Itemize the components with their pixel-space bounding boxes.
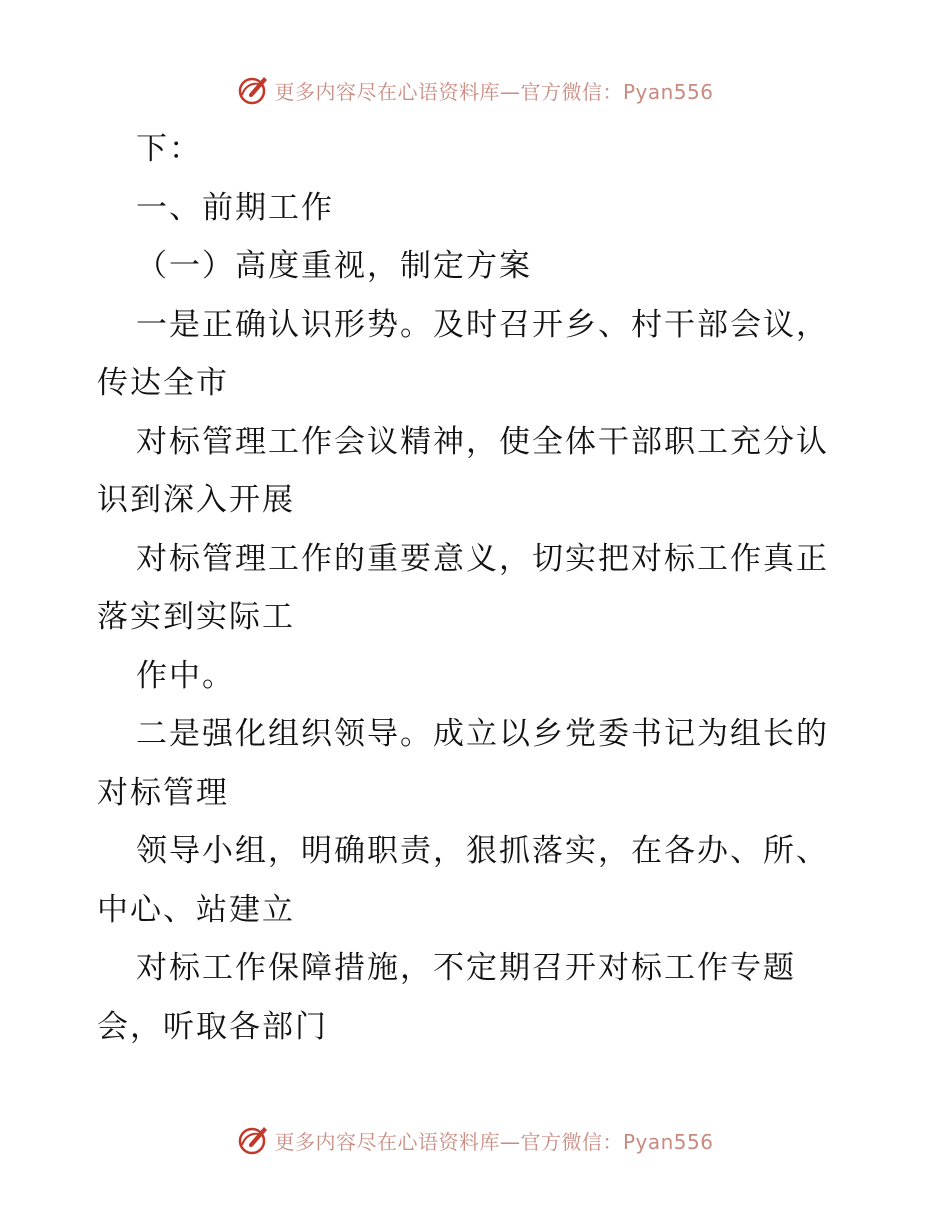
header-watermark bbox=[0, 70, 950, 110]
text-line: 下： bbox=[136, 131, 202, 167]
text-line: （一）高度重视，制定方案 bbox=[136, 248, 532, 284]
text-line: 对标管理 bbox=[97, 774, 229, 811]
text-line: 落实到实际工 bbox=[97, 599, 295, 635]
text-line: 对标管理工作会议精神，使全体干部职工充分认 bbox=[136, 423, 829, 460]
text-line: 二是强化组织领导。成立以乡党委书记为组长的 bbox=[136, 716, 829, 752]
text-line: 传达全市 bbox=[97, 365, 229, 401]
text-line: 中心、站建立 bbox=[97, 891, 295, 928]
document-body bbox=[97, 120, 857, 1056]
text-line: 对标管理工作的重要意义，切实把对标工作真正 bbox=[136, 540, 829, 577]
footer-watermark bbox=[0, 1120, 950, 1160]
text-line: 一、前期工作 bbox=[136, 189, 334, 226]
text-line: 识到深入开展 bbox=[97, 482, 295, 518]
text-line: 领导小组，明确职责，狠抓落实，在各办、所、 bbox=[136, 833, 829, 869]
pen-swirl-logo-icon bbox=[236, 1123, 270, 1157]
text-line: 对标工作保障措施，不定期召开对标工作专题 bbox=[136, 950, 796, 986]
pen-swirl-logo-icon bbox=[236, 73, 270, 107]
watermark-text: 更多内容尽在心语资料库—官方微信：Pyan556 bbox=[274, 79, 714, 104]
text-line: 会，听取各部门 bbox=[97, 1008, 328, 1045]
text-line: 一是正确认识形势。及时召开乡、村干部会议， bbox=[136, 306, 829, 343]
watermark-text: 更多内容尽在心语资料库—官方微信：Pyan556 bbox=[274, 1129, 714, 1154]
text-line: 作中。 bbox=[136, 657, 235, 694]
